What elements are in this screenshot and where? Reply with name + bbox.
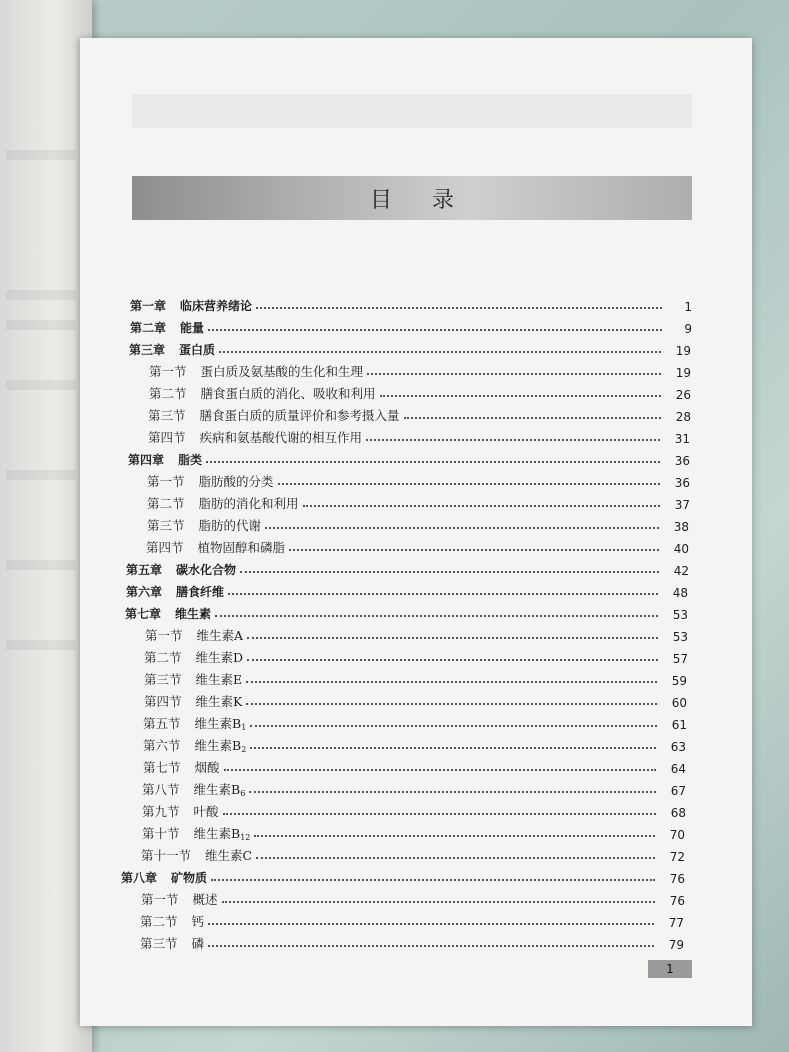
- toc-entry-number: 第十节: [142, 826, 180, 841]
- toc-section-row: [149, 360, 691, 380]
- toc-entry-label: [142, 780, 245, 798]
- toc-entry-page: 64: [670, 762, 686, 776]
- toc-entry-number: 第七节: [143, 760, 181, 775]
- toc-entry-page: 31: [674, 432, 690, 446]
- toc-entry-label: [147, 494, 299, 512]
- toc-leader-dots: [367, 372, 661, 375]
- toc-chapter-row: [121, 866, 685, 886]
- toc-entry-title: 疾病和氨基酸代谢的相互作用: [199, 430, 363, 445]
- toc-entry-number: 第二节: [144, 650, 182, 665]
- toc-entry-title: 膳食纤维: [176, 585, 225, 599]
- toc-section-row: [142, 800, 686, 820]
- toc-leader-dots: [256, 306, 662, 309]
- toc-leader-dots: [250, 746, 656, 749]
- toc-entry-label: [126, 583, 224, 600]
- toc-leader-dots: [265, 526, 659, 529]
- toc-entry-page: 61: [671, 718, 687, 732]
- toc-leader-dots: [208, 922, 654, 925]
- toc-entry-page: 19: [675, 366, 691, 380]
- toc-section-row: [143, 734, 686, 754]
- toc-entry-number: 第一节: [145, 628, 183, 643]
- toc-leader-dots: [256, 856, 655, 859]
- toc-section-row: [142, 778, 686, 798]
- toc-leader-dots: [228, 592, 658, 595]
- toc-leader-dots: [211, 878, 655, 881]
- toc-section-row: [147, 470, 690, 490]
- toc-entry-number: 第三章: [129, 343, 166, 357]
- toc-leader-dots: [278, 482, 660, 485]
- toc-entry-page: 67: [670, 784, 686, 798]
- toc-entry-label: [143, 736, 246, 754]
- toc-entry-subscript: 2: [241, 745, 247, 754]
- toc-leader-dots: [366, 438, 660, 441]
- toc-entry-label: [143, 714, 246, 732]
- toc-chapter-row: [130, 316, 692, 336]
- toc-section-row: [141, 844, 685, 864]
- toc-entry-label: [141, 846, 252, 864]
- toc-entry-label: [149, 384, 376, 402]
- toc-entry-number: 第二章: [130, 321, 167, 335]
- toc-entry-title: 脂肪酸的分类: [198, 474, 274, 489]
- toc-entry-subscript: 6: [240, 789, 246, 798]
- toc-section-row: [144, 668, 687, 688]
- toc-leader-dots: [240, 570, 659, 573]
- toc-entry-title: 能量: [180, 321, 205, 335]
- toc-entry-label: [130, 319, 204, 336]
- toc-section-row: [141, 888, 685, 908]
- toc-entry-label: [144, 670, 242, 688]
- bleed-through-bar: [132, 94, 692, 128]
- toc-entry-title: 矿物质: [171, 871, 208, 885]
- toc-entry-label: [130, 297, 252, 314]
- title-banner: [132, 176, 692, 220]
- toc-entry-page: 28: [675, 410, 691, 424]
- toc-entry-number: 第六节: [143, 738, 181, 753]
- toc-entry-page: 9: [684, 322, 692, 336]
- toc-entry-number: 第五节: [143, 716, 181, 731]
- toc-section-row: [148, 404, 691, 424]
- toc-entry-number: 第八节: [142, 782, 180, 797]
- toc-entry-number: 第二节: [147, 496, 185, 511]
- toc-entry-title: 维生素B: [193, 782, 241, 797]
- left-page-edge: [0, 0, 92, 1052]
- toc-entry-title: 维生素B: [194, 716, 242, 731]
- toc-chapter-row: [129, 338, 691, 358]
- toc-section-row: [145, 624, 688, 644]
- toc-entry-label: [142, 802, 219, 820]
- toc-entry-page: 19: [675, 344, 691, 358]
- toc-entry-page: 38: [673, 520, 689, 534]
- toc-entry-number: 第八章: [121, 871, 158, 885]
- toc-entry-page: 42: [673, 564, 689, 578]
- toc-entry-title: 蛋白质及氨基酸的生化和生理: [200, 364, 364, 379]
- toc-entry-title: 脂肪的消化和利用: [198, 496, 299, 511]
- toc-entry-label: [146, 538, 285, 556]
- toc-section-row: [143, 712, 687, 732]
- toc-section-row: [146, 536, 689, 556]
- toc-entry-page: 53: [672, 630, 688, 644]
- toc-entry-label: [144, 692, 242, 710]
- toc-entry-page: 1: [684, 300, 692, 314]
- toc-entry-page: 72: [669, 850, 685, 864]
- toc-entry-page: 53: [672, 608, 688, 622]
- toc-chapter-row: [125, 602, 688, 622]
- toc-section-row: [142, 822, 685, 842]
- toc-entry-number: 第四节: [144, 694, 182, 709]
- toc-entry-title: 钙: [191, 914, 205, 929]
- toc-leader-dots: [249, 790, 656, 793]
- toc-entry-number: 第四节: [148, 430, 186, 445]
- toc-entry-title: 概述: [192, 892, 218, 907]
- page-number: 1: [648, 960, 692, 978]
- toc-leader-dots: [208, 328, 662, 331]
- toc-entry-page: 63: [670, 740, 686, 754]
- toc-entry-title: 维生素D: [195, 650, 244, 665]
- toc-entry-page: 68: [670, 806, 686, 820]
- toc-entry-title: 碳水化合物: [176, 563, 237, 577]
- toc-entry-subscript: 12: [240, 833, 251, 842]
- toc-entry-number: 第十一节: [141, 848, 192, 863]
- toc-chapter-row: [130, 294, 692, 314]
- toc-entry-title: 临床营养绪论: [180, 299, 253, 313]
- toc-entry-label: [143, 758, 220, 776]
- toc-entry-label: [129, 341, 215, 358]
- toc-entry-label: [149, 362, 363, 380]
- toc-entry-title: 膳食蛋白质的质量评价和参考摄入量: [199, 408, 400, 423]
- toc-entry-label: [126, 561, 236, 578]
- toc-entry-number: 第三节: [144, 672, 182, 687]
- toc-entry-page: 37: [674, 498, 690, 512]
- toc-entry-title: 维生素A: [196, 628, 244, 643]
- toc-entry-label: [145, 626, 243, 644]
- toc-leader-dots: [303, 504, 660, 507]
- toc-chapter-row: [126, 558, 689, 578]
- toc-leader-dots: [246, 702, 657, 705]
- toc-entry-label: [148, 428, 362, 446]
- toc-entry-page: 79: [668, 938, 684, 952]
- toc-entry-page: 70: [669, 828, 685, 842]
- toc-entry-number: 第四章: [128, 453, 165, 467]
- toc-section-row: [140, 910, 684, 930]
- toc-entry-page: 76: [669, 872, 685, 886]
- toc-entry-title: 膳食蛋白质的消化、吸收和利用: [200, 386, 376, 401]
- toc-leader-dots: [247, 636, 658, 639]
- toc-chapter-row: [128, 448, 690, 468]
- toc-entry-title: 脂类: [178, 453, 203, 467]
- toc-entry-label: [147, 516, 261, 534]
- toc-entry-page: 36: [674, 454, 690, 468]
- toc-entry-page: 60: [671, 696, 687, 710]
- toc-leader-dots: [206, 460, 660, 463]
- toc-chapter-row: [126, 580, 688, 600]
- toc-leader-dots: [223, 812, 656, 815]
- toc-entry-number: 第三节: [148, 408, 186, 423]
- toc-section-row: [143, 756, 686, 776]
- toc-entry-title: 脂肪的代谢: [198, 518, 262, 533]
- toc-entry-number: 第一节: [141, 892, 179, 907]
- document-page: [80, 38, 752, 1026]
- toc-section-row: [149, 382, 691, 402]
- toc-leader-dots: [289, 548, 659, 551]
- toc-entry-label: [128, 451, 202, 468]
- toc-entry-title: 叶酸: [193, 804, 219, 819]
- toc-entry-label: [144, 648, 243, 666]
- toc-entry-title: 蛋白质: [179, 343, 216, 357]
- toc-entry-number: 第一节: [149, 364, 187, 379]
- toc-leader-dots: [250, 724, 657, 727]
- toc-leader-dots: [380, 394, 661, 397]
- toc-leader-dots: [219, 350, 661, 353]
- toc-section-row: [147, 492, 690, 512]
- toc-leader-dots: [224, 768, 656, 771]
- toc-section-row: [144, 646, 688, 666]
- toc-entry-page: 36: [674, 476, 690, 490]
- toc-leader-dots: [208, 944, 654, 947]
- toc-entry-number: 第二节: [140, 914, 178, 929]
- toc-entry-title: 维生素B: [194, 738, 242, 753]
- toc-leader-dots: [222, 900, 655, 903]
- toc-section-row: [144, 690, 687, 710]
- toc-entry-page: 48: [672, 586, 688, 600]
- toc-entry-number: 第一节: [147, 474, 185, 489]
- toc-entry-number: 第九节: [142, 804, 180, 819]
- toc-section-row: [140, 932, 684, 952]
- toc-entry-number: 第五章: [126, 563, 163, 577]
- toc-entry-title: 维生素B: [193, 826, 241, 841]
- toc-entry-page: 26: [675, 388, 691, 402]
- toc-entry-label: [147, 472, 274, 490]
- page-title: 目录: [369, 187, 494, 213]
- toc-entry-title: 维生素: [175, 607, 212, 621]
- toc-entry-label: [140, 912, 204, 930]
- toc-entry-page: 77: [668, 916, 684, 930]
- toc-entry-number: 第三节: [140, 936, 178, 951]
- toc-entry-number: 第二节: [149, 386, 187, 401]
- toc-entry-page: 57: [672, 652, 688, 666]
- toc-entry-number: 第三节: [147, 518, 185, 533]
- toc-entry-subscript: 1: [241, 723, 247, 732]
- toc-entry-label: [140, 934, 204, 952]
- toc-entry-title: 植物固醇和磷脂: [197, 540, 286, 555]
- toc-entry-title: 维生素K: [195, 694, 243, 709]
- toc-entry-title: 维生素E: [195, 672, 243, 687]
- toc-entry-label: [121, 869, 207, 886]
- toc-leader-dots: [246, 680, 657, 683]
- toc-leader-dots: [247, 658, 658, 661]
- toc-entry-page: 40: [673, 542, 689, 556]
- toc-entry-page: 59: [671, 674, 687, 688]
- toc-entry-title: 磷: [191, 936, 205, 951]
- toc-section-row: [147, 514, 689, 534]
- toc-entry-number: 第六章: [126, 585, 163, 599]
- toc-entry-title: 烟酸: [194, 760, 220, 775]
- toc-entry-label: [125, 605, 211, 622]
- toc-entry-number: 第七章: [125, 607, 162, 621]
- toc-entry-title: 维生素C: [205, 848, 253, 863]
- toc-leader-dots: [215, 614, 658, 617]
- toc-entry-number: 第四节: [146, 540, 184, 555]
- toc-section-row: [148, 426, 690, 446]
- toc-entry-number: 第一章: [130, 299, 167, 313]
- toc-entry-page: 76: [669, 894, 685, 908]
- toc-entry-label: [148, 406, 400, 424]
- toc-leader-dots: [404, 416, 661, 419]
- toc-entry-label: [142, 824, 250, 842]
- toc-leader-dots: [254, 834, 655, 837]
- toc-entry-label: [141, 890, 218, 908]
